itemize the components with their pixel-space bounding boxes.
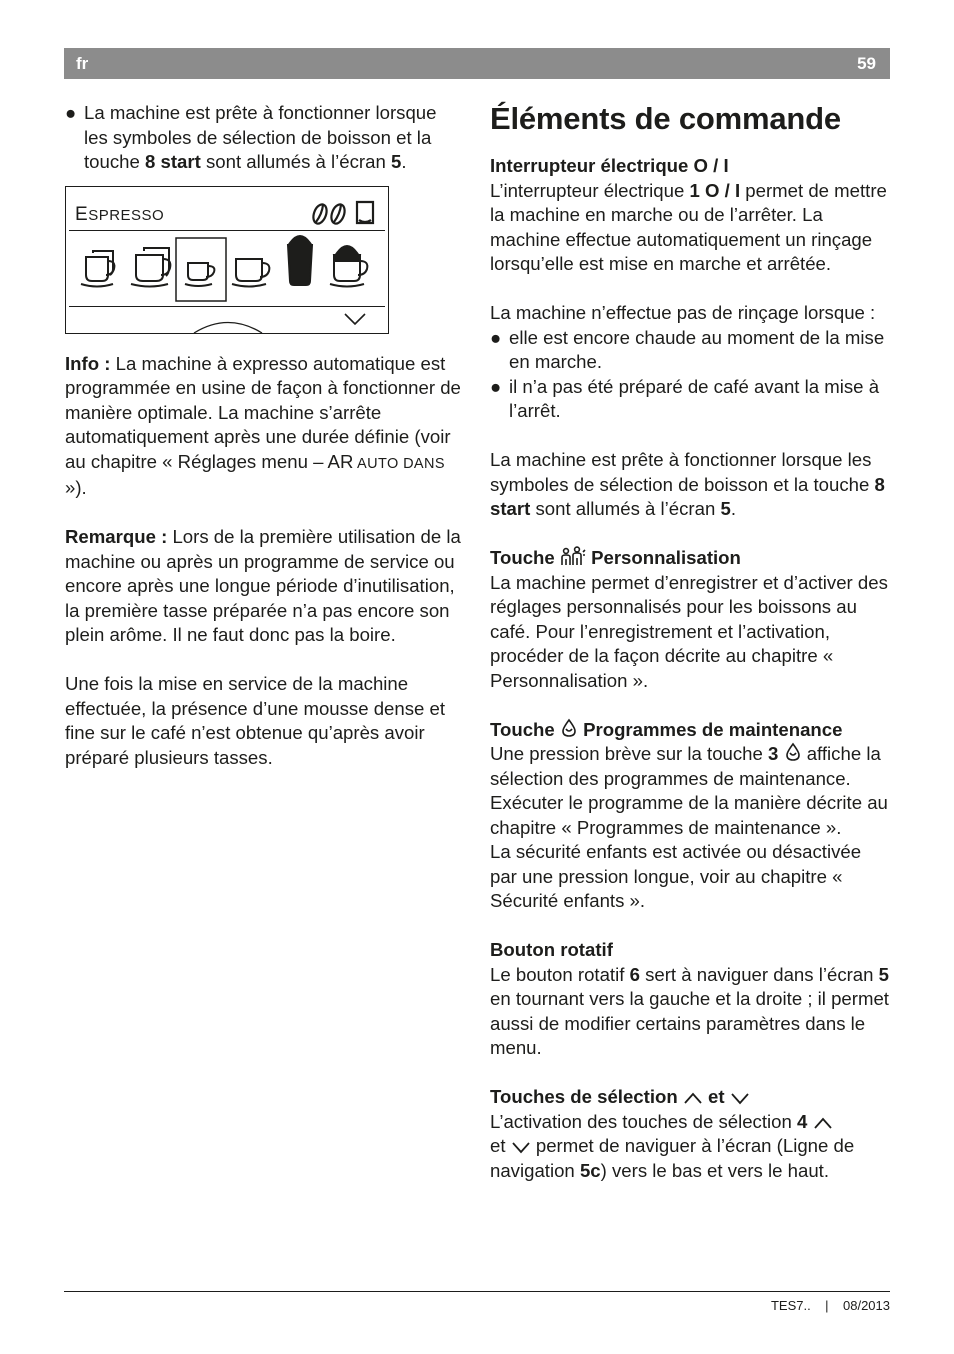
maintenance-icon [784,742,802,762]
display-navigation-bar [66,306,388,333]
rotary-heading: Bouton rotatif [490,939,613,960]
page-number: 59 [857,54,876,73]
chevron-down-icon [730,1091,750,1105]
bullet-ready: ● La machine est prête à fonctionner lorsque les symboles de sélection de boisson et la touche 8 start sont allumés à l’écran 5. [65,101,465,175]
strength-beans-icon [310,197,380,227]
selection-frame [176,238,226,301]
no-rinse-bullet-1: ● elle est encore chaude au moment de la mise en marche. [490,326,890,375]
section-title: Éléments de commande [490,101,841,136]
no-rinse-text: La machine n’effectue pas de rinçage lorsque : [490,302,876,323]
bullet-dot: ● [490,326,502,348]
machine-display-illustration [65,186,389,334]
chevron-up-icon [683,1091,703,1105]
ready-text: La machine est prête à fonctionner lorsque les symboles de sélection de boisson et la touche 8 start sont allumés à l’écran 5. [490,449,885,519]
double-large-cup-icon [131,248,170,287]
chevron-down-icon [345,314,365,324]
drink-selection-icons [66,231,388,306]
child-lock-text: La sécurité enfants est activée ou désactivée par une pression longue, voir au chapitre « Sécurité enfants ». [490,841,862,911]
personalisation-icon [560,546,586,566]
bullet-dot: ● [490,375,502,397]
double-coffee-cup-icon [81,251,114,287]
espresso-cup-icon [185,263,214,286]
maint-text: Une pression brève sur la touche 3 affiche la sélection des programmes de maintenance. Exécuter le programme de la manière décrite au chapitre « Programmes de maintenance ». [490,743,888,838]
chevron-up-icon [813,1116,833,1130]
rotary-text: Le bouton rotatif 6 sert à naviguer dans l’écran 5 en tournant vers la gauche et la droite ; il permet aussi de modifier certains paramètres dans le menu. [490,963,889,1058]
remarque-paragraph: Remarque : Lors de la première utilisation de la machine ou après un programme de service ou encore après une longue période d’inutilisation, la première tasse préparée n’a pas encore son plein arôme. Il ne faut donc pas la boire. [65,526,461,645]
no-rinse-bullet-2: ● il n’a pas été préparé de café avant la mise à l’arrêt. [490,375,890,424]
coffee-cup-icon [232,259,269,287]
info-paragraph: Info : La machine à expresso automatique est programmée en usine de façon à fonctionner de manière optimale. La machine s’arrête automatiquement après une durée définie (voir au chapitre « Réglages menu – AR AUTO DANS »). [65,352,461,498]
perso-heading: Touche Personnalisation [490,547,741,568]
maint-heading: Touche Programmes de maintenance [490,718,843,740]
perso-text: La machine permet d’enregistrer et d’activer des réglages personnalisés pour les boissons au café. Pour l’enregistrement et l’activation, procéder de la façon décrite au chapitre « Personnalisation ». [490,571,888,691]
chevron-down-icon [511,1140,531,1154]
mousse-paragraph: Une fois la mise en service de la machine effectuée, la présence d’une mousse dense et fine sur le café n’est obtenue qu’après avoir préparé plusieurs tasses. [65,673,446,768]
select-heading: Touches de sélection et [490,1085,890,1110]
cappuccino-icon [330,246,367,287]
bullet-dot: ● [65,102,77,123]
latte-macchiato-icon [288,236,312,285]
right-column [490,101,890,1183]
footer: TES7.. | 08/2013 [770,1298,890,1313]
maintenance-icon [560,718,578,738]
left-column [65,101,465,770]
switch-heading: Interrupteur électrique O / I [490,155,729,176]
switch-text: L’interrupteur électrique 1 O / I permet de mettre la machine en marche ou de l’arrêter. La machine effectue automatiquement un rinçage lorsqu’elle est mise en marche et arrêtée. [490,179,887,274]
language-label: fr [76,54,89,73]
select-text: L’activation des touches de sélection 4 et permet de naviguer à l’écran (Ligne de navigation 5c) vers le bas et vers le haut. [490,1110,855,1181]
display-title: ESPRESSO [75,203,165,225]
header-bar [64,48,890,79]
footer-rule [64,1291,890,1292]
